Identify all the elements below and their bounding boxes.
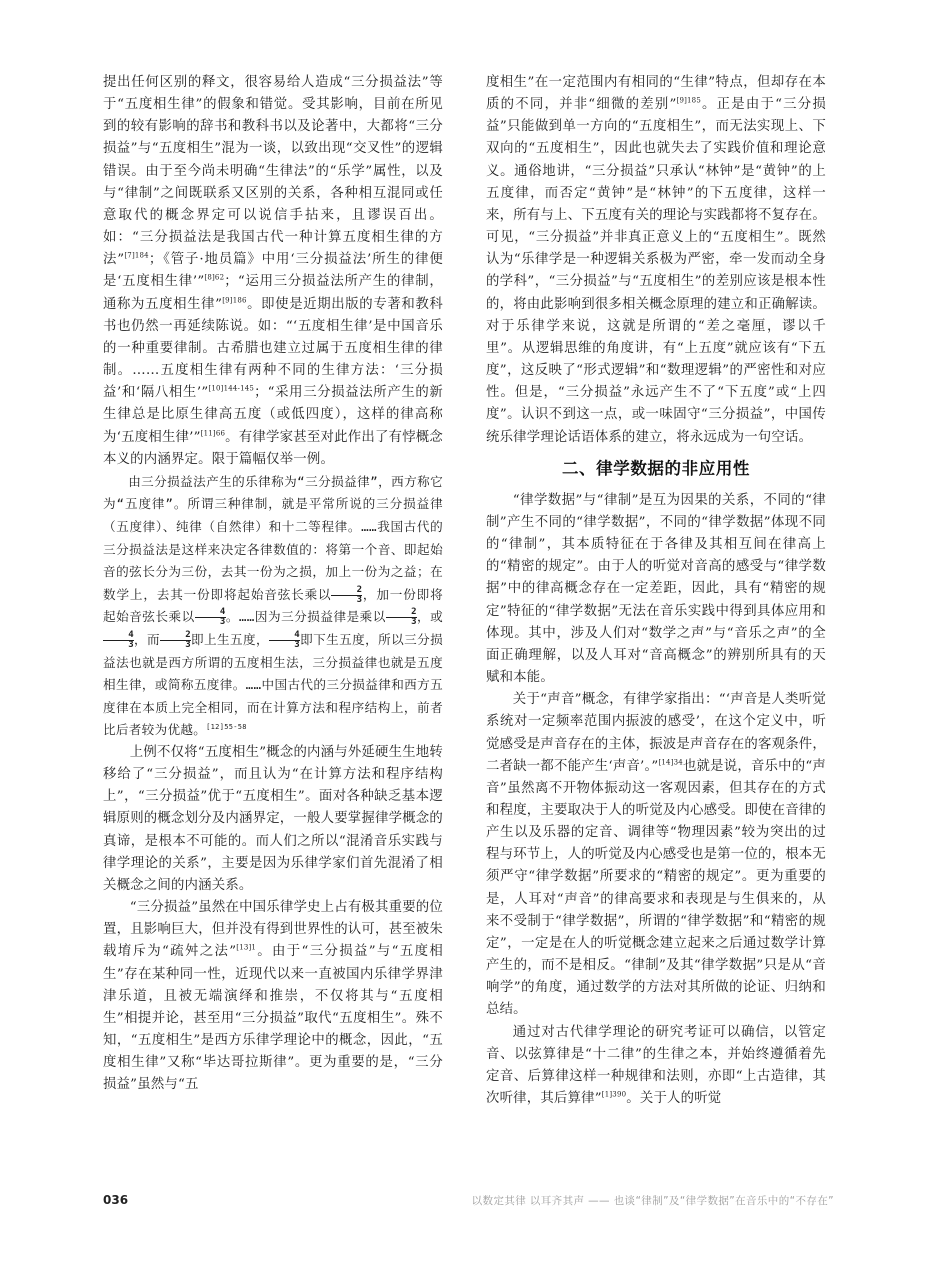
paragraph: “律学数据”与“律制”是互为因果的关系，不同的“律制”产生不同的“律学数据”，不同的“律学数据”体现不同的“律制”，其本质特征在于各律及其相互间在律高上的“精密的规定”。由于人的听觉对音高的感受与“律学数据”中的律高概念存在一定差距，因此，具有“精密的规定”特征的“律学数据”无法在音乐实践中得到具体应用和体现。其中，涉及人们对“数学之声”与“音乐之声”的全面正确理解，以及人耳对“音高概念”的辨别所具有的天赋和本能。 — [486, 492, 826, 686]
running-title: 以数定其律 以耳齐其声 —— 也谈“律制”及“律学数据”在音乐中的“不存在” — [471, 1195, 834, 1207]
block-quote: 由三分损益法产生的乐律称为“三分损益律”，西方称它为“五度律”。所谓三种律制，就是平常所说的三分损益律（五度律）、纯律（自然律）和十二等程律。……我国古代的三分损益法是这样来决定各律数值的：将第一个音、即起始音的弦长分为三份，去其一份为之损，加上一份为之益；在数学上，去其一份即将起始音弦长乘以 $\frac{2}{3}$ ，加一份即将起始音弦长乘以 $\frac{4}{3}$ 。……因为三分损益律是乘以 $\frac{2}{3}$ ，或 $\frac{4}{3}$ ，而 $\frac{2}{3}$ 即上生五度， $\frac{4}{3}$ 即下生五度，所以三分损益法也就是西方所谓的五度相生法，三分损益律也就是五度相生律，或简称五度律。……中国古代的三分损益律和西方五度律在本质上完全相同，而在计算方法和程序结构上，前者比后者较为优越。$^{[12]55-58}$ — [103, 473, 443, 738]
citation: [1]390 — [601, 1090, 627, 1099]
page-number: 036 — [103, 1193, 129, 1207]
citation: [13]1 — [236, 943, 257, 952]
fraction-four-thirds: $\frac{4}{3}$ — [195, 608, 226, 627]
paragraph: 度相生”在一定范围内有相同的“生律”特点，但却存在本质的不同，并非“细微的差别”$^{[9]185}$。正是由于“三分损益”只能做到单一方向的“五度相生”，而无法实现上、下双向的“五度相生”，因此也就失去了实践价值和理论意义。通俗地讲，“三分损益”只承认“林钟”是“黄钟”的上五度律，而否定“黄钟”是“林钟”的下五度律，这样一来，所有与上、下五度有关的理论与实践都将不复存在。可见，“三分损益”并非真正意义上的“五度相生”。既然认为“乐律学是一种逻辑关系极为严密，牵一发而动全身的学科”，“三分损益”与“五度相生”的差别应该是根本性的，将由此影响到很多相关概念原理的建立和正确解读。对于乐律学来说，这就是所谓的“差之毫厘，谬以千里”。从逻辑思维的角度讲，有“上五度”就应该有“下五度”，这反映了“形式逻辑”和“数理逻辑”的严密性和对应性。但是，“三分损益”永远产生不了“下五度”或“上四度”。认识不到这一点，或一味固守“三分损益”，中国传统乐律学理论话语体系的建立，将永远成为一句空话。 — [486, 75, 826, 445]
citation: [12]55-58 — [206, 723, 247, 732]
fraction-four-thirds: $\frac{4}{3}$ — [103, 631, 134, 650]
right-column — [486, 72, 826, 1110]
paragraph: 上例不仅将“五度相生”概念的内涵与外延硬生生地转移给了“三分损益”，而且认为“在计算方法和程序结构上”，“三分损益”优于“五度相生”。面对各种缺乏基本逻辑原则的概念划分及内涵界定，一般人要掌握律学概念的真谛，是根本不可能的。而人们之所以“混淆音乐实践与律学理论的关系”，主要是因为乐律学家们首先混淆了相关概念之间的内涵关系。 — [103, 744, 443, 893]
citation: [9]185 — [676, 96, 701, 105]
citation: [11]66 — [200, 429, 226, 438]
citation: [10]144-145 — [208, 384, 255, 393]
paragraph: 提出任何区别的释文，很容易给人造成“三分损益法”等于“五度相生律”的假象和错觉。受其影响，目前在所见到的较有影响的辞书和教科书以及论著中，大都将“三分损益”与“五度相生”混为一谈，以致出现“交叉性”的逻辑错误。由于至今尚未明确“生律法”的“乐学”属性，以及与“律制”之间既联系又区别的关系，各种相互混同或任意取代的概念界定可以说信手拈来，且谬误百出。如：“三分损益法是我国古代一种计算五度相生律的方法”$^{[7]184}$；《管子·地员篇》中用‘三分损益法’所生的律便是‘五度相生律’”$^{[8]62}$；“运用三分损益法所产生的律制，通称为五度相生律”$^{[9]186}$。即使是近期出版的专著和教科书也仍然一再延续陈说。如：“‘五度相生律’是中国音乐的一种重要律制。古希腊也建立过属于五度相生律的律制。……五度相生律有两种不同的生律方法：‘三分损益’和‘隔八相生’”$^{[10]144-145}$；“采用三分损益法所产生的新生律总是比原生律高五度（或低四度），这样的律高称为‘五度相生律’”$^{[11]66}$。有律学家甚至对此作出了有悖概念本义的内涵界定。限于篇幅仅举一例。 — [103, 75, 444, 467]
fraction-two-thirds: $\frac{2}{3}$ — [386, 608, 417, 627]
citation: [7]184 — [124, 251, 149, 260]
fraction-two-thirds: $\frac{2}{3}$ — [160, 631, 191, 650]
fraction-two-thirds: $\frac{2}{3}$ — [331, 586, 362, 605]
paragraph: 关于“声音”概念，有律学家指出：“‘声音是人类听觉系统对一定频率范围内振波的感受’，在这个定义中，听觉感受是声音存在的主体，振波是声音存在的客观条件，二者缺一都不能产生‘声音’。”$^{[14]34}$也就是说，音乐中的“声音”虽然离不开物体振动这一客观因素，但其存在的方式和程度，主要取决于人的听觉及内心感受。即使在音律的产生以及乐器的定音、调律等“物理因素”较为突出的过程与环节上，人的听觉及内心感受也是第一位的，根本无须严守“律学数据”所要求的“精密的规定”。更为重要的是，人耳对“声音”的律高要求和表现是与生俱来的，从来不受制于“律学数据”，所谓的“律学数据”和“精密的规定”，一定是在人的听觉概念建立起来之后通过数学计算产生的，而不是相反。“律制”及其“律学数据”只是从“音响学”的角度，通过数学的方法对其所做的论证、归纳和总结。 — [486, 692, 826, 1018]
section-heading: 二、律学数据的非应用性 — [561, 458, 751, 478]
paragraph: 通过对古代律学理论的研究考证可以确信，以管定音、以弦算律是“十二律”的生律之本，并始终遵循着先定音、后算律这样一种规律和法则，亦即“上古造律，其次听律，其后算律”$^{[1]390}$。关于人的听觉 — [486, 1024, 826, 1107]
left-column — [103, 72, 443, 1096]
citation: [14]34 — [658, 758, 683, 767]
citation: [8]62 — [204, 273, 225, 282]
citation: [9]186 — [222, 296, 247, 305]
paragraph: “三分损益”虽然在中国乐律学史上占有极其重要的位置，且影响巨大，但并没有得到世界性的认可，甚至被朱载堉斥为“疏舛之法”$^{[13]1}$。由于“三分损益”与“五度相生”存在某种同一性，近现代以来一直被国内乐律学界津津乐道，且被无端演绎和推崇，不仅将其与“五度相生”相提并论，甚至用“三分损益”取代“五度相生”。殊不知，“五度相生”是西方乐律学理论中的概念，因此，“五度相生律”又称“毕达哥拉斯律”。更为重要的是，“三分损益”虽然与“五 — [103, 900, 443, 1093]
fraction-four-thirds: $\frac{4}{3}$ — [269, 631, 300, 650]
